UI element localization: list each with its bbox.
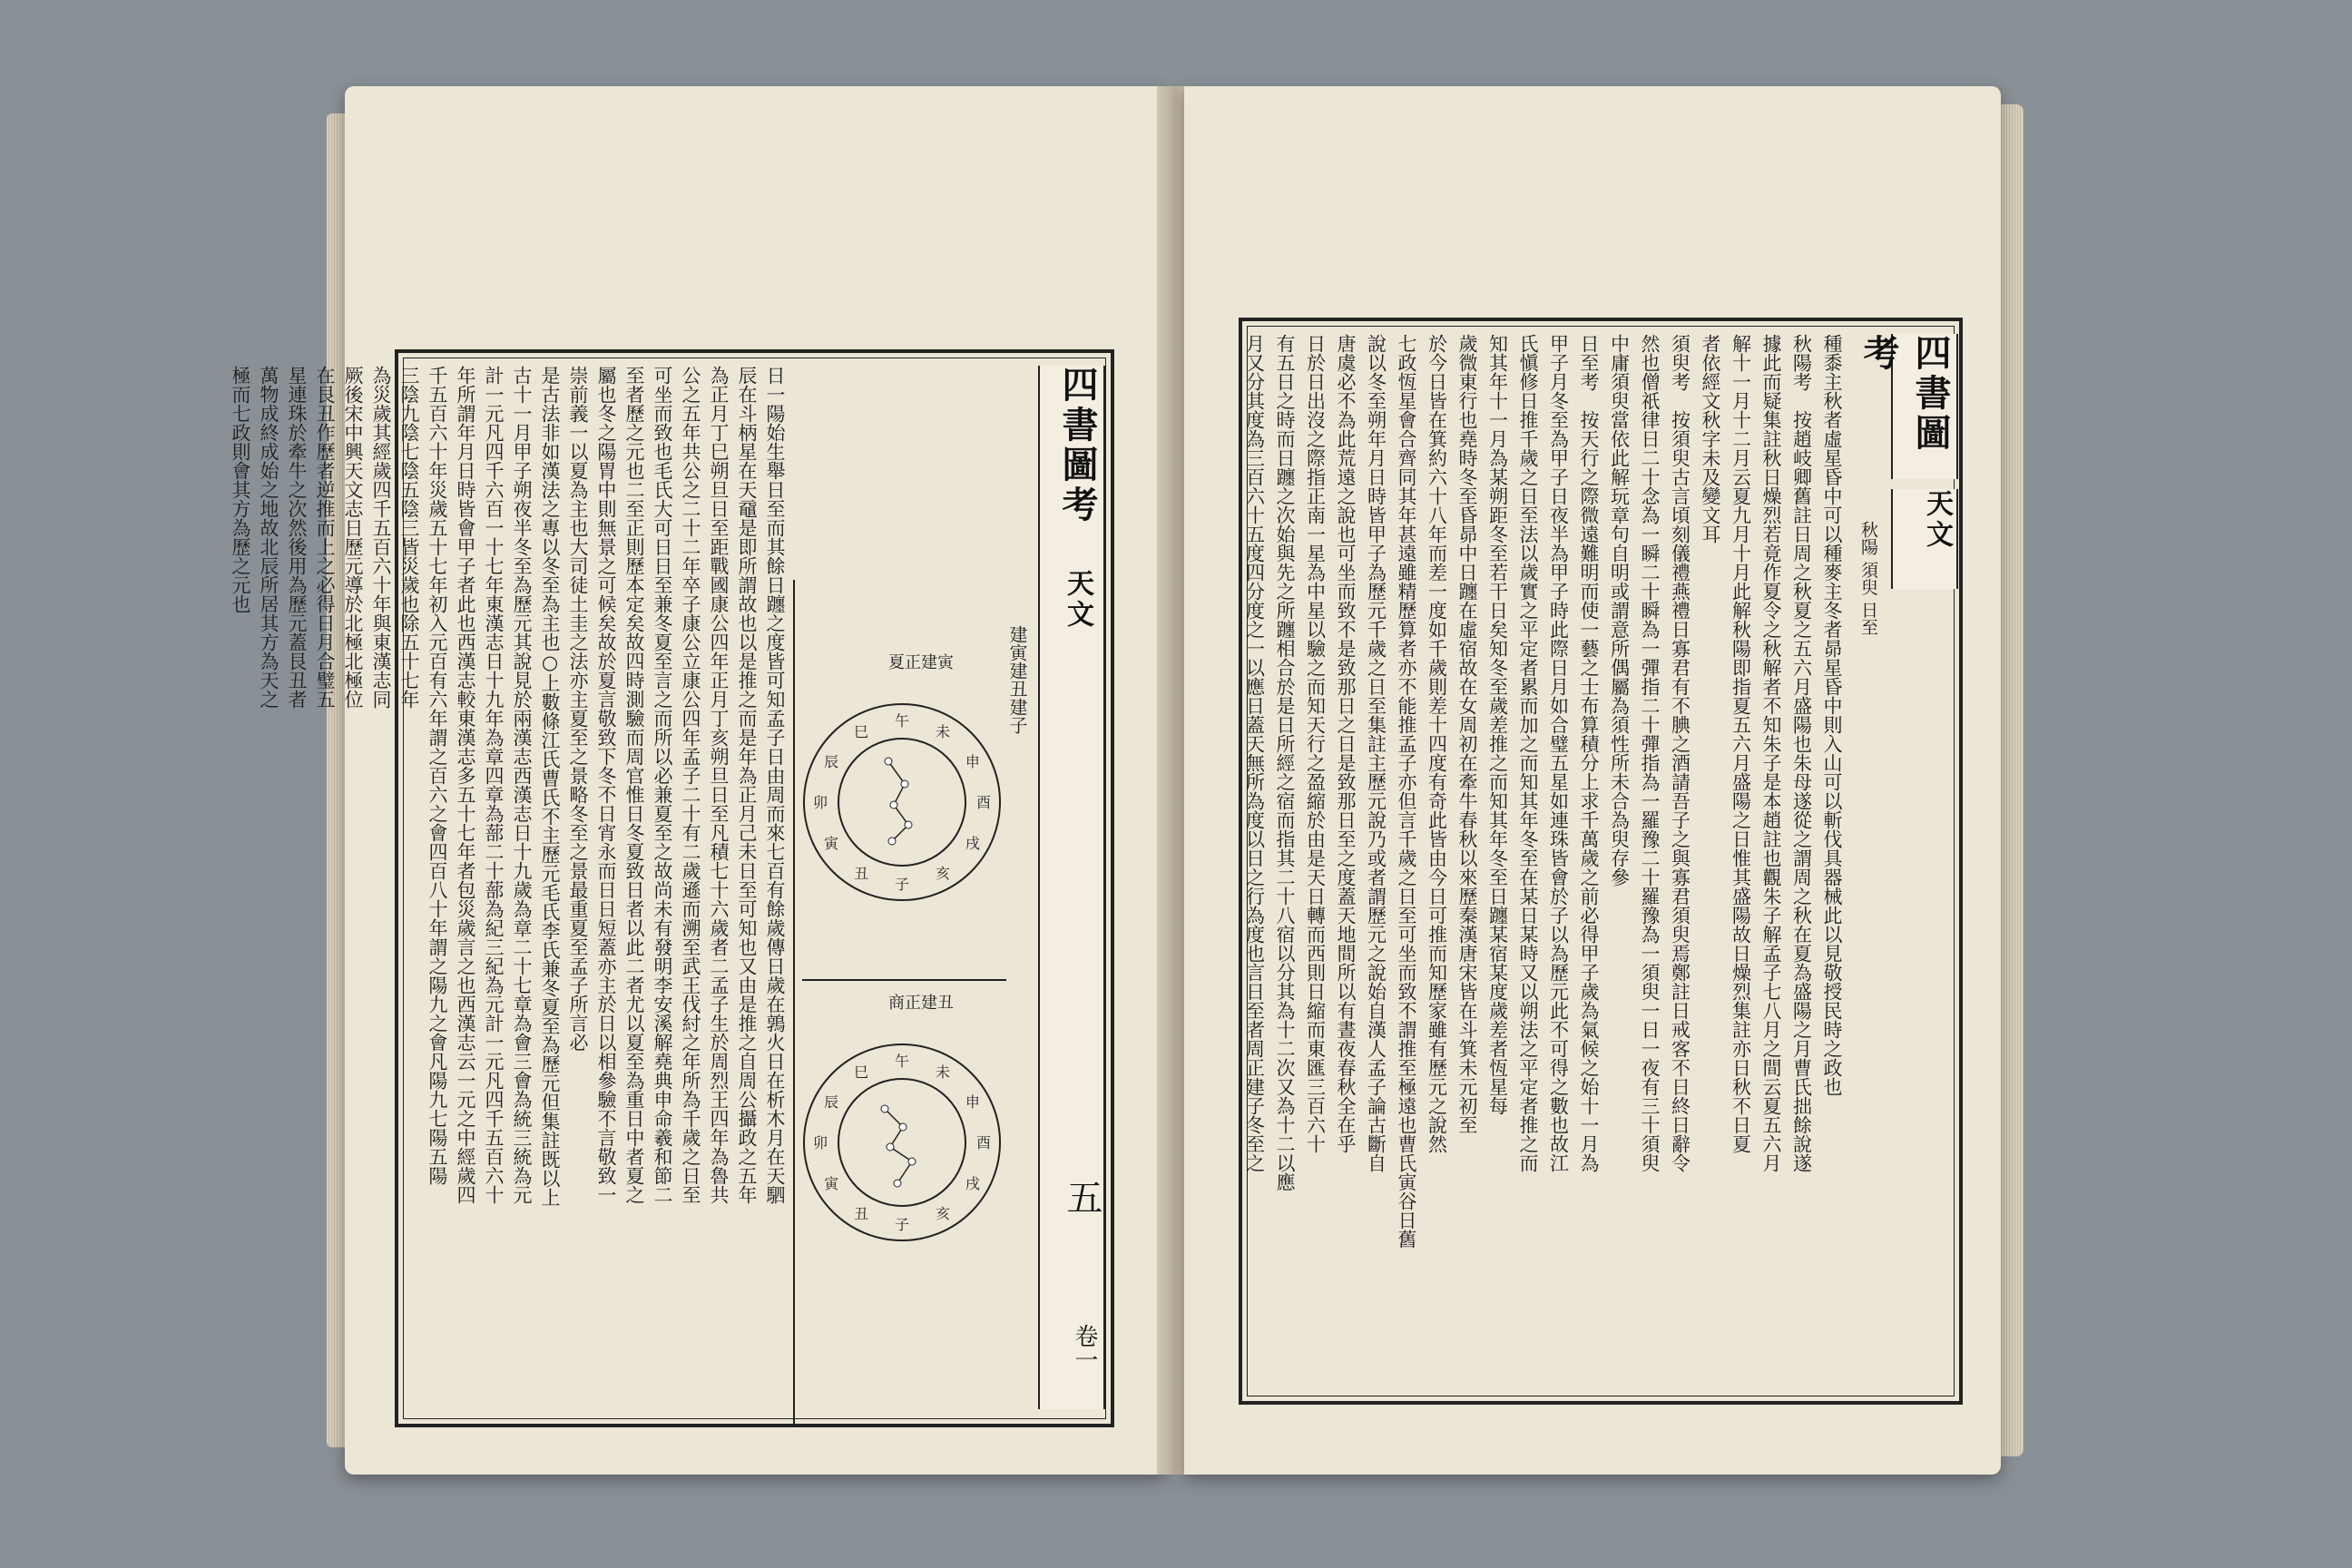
left-text-column: 在艮丑作歷者逆推而上之必得日月合璧五 (314, 366, 336, 709)
zodiac-branch-label: 申 (965, 753, 980, 770)
zodiac-branch-label: 申 (965, 1093, 980, 1111)
right-text-column: 日至考 按天行之際微遠難明而使一藝之士布算積分上求千萬歲之前必得甲子歲為氣候之始十一月為 (1578, 334, 1600, 1172)
open-book (230, 86, 2001, 1475)
right-text-column: 解十一月十二月云夏九月十月此解秋陽即指夏五六月盛陽之日惟其盛陽故日燥烈集註亦日秋不日夏 (1730, 334, 1752, 1153)
left-text-column: 厥後宋中興天文志日歷元導於北極北極位 (342, 366, 364, 709)
diagram-divider (802, 979, 1006, 981)
right-text-column: 種黍主秋者虛星昏中可以種麥主冬者昴星昏中則入山可以斬伐具器械此以見敬授民時之政也 (1821, 334, 1843, 1096)
zodiac-branch-label: 午 (894, 1053, 910, 1070)
left-page-number: 五 (1061, 1179, 1102, 1215)
right-text-column: 者依經文秋字未及變文耳 (1700, 334, 1721, 544)
right-header-subject: 秋陽 須臾 日至 (1858, 521, 1878, 636)
zodiac-branch-label: 戌 (965, 835, 980, 852)
right-text-column: 有五日之時而日躔之次始與先之所躔相合於是日所經之宿而指其二十八宿以分其為十二次又為十二以應 (1274, 334, 1296, 1191)
zodiac-branch-label: 卯 (812, 1134, 828, 1152)
zodiac-branch-label: 寅 (824, 1175, 839, 1192)
right-text-column: 須臾考 按須臾古言頃刻儀禮燕禮日寡君有不腆之酒請吾子之與寡君須臾焉鄭註日戒客不日終日辭令 (1669, 334, 1691, 1172)
diagram-bottom (798, 993, 1006, 1292)
zodiac-branch-label: 未 (935, 1063, 951, 1082)
left-text-column: 崇前義一以夏為主也大司徒土圭之法亦主夏至之景略冬至之景最重夏至孟子所言必 (567, 366, 589, 1052)
right-text-column: 據此而疑集註秋日燥烈若竟作夏令之秋解者不知朱子是本趙註也觀朱子解孟子七八月之間云夏五六月 (1760, 334, 1782, 1172)
left-text-column: 公之五年共公之二十二年卒子康公立康公四年孟子二十有二歲遜而溯至武王伐紂之年所為千歲之日至 (680, 366, 701, 1204)
left-text-column: 可坐而致也毛氏大可日日至兼冬夏至言之而所以必兼夏至之故尚未有發明李安溪解堯典申命羲和節二 (652, 366, 673, 1204)
left-text-column: 星連珠於牽牛之次然後用為歷元蓋艮丑者 (286, 366, 308, 709)
right-text-column: 氏愼修日推千歲之日至法以歲實之平定者累而加之而知其年冬至在某日某時又以朔法之平定者推之而 (1517, 334, 1539, 1172)
zodiac-branch-label: 寅 (824, 835, 839, 852)
left-text-frame (230, 349, 1114, 1427)
zodiac-branch-label: 辰 (824, 753, 839, 770)
right-text-column: 月又分其度為三百六十五度四分度之一以應日蓋天無所為度以日之行為度也言日至者周正建子冬至之 (1243, 334, 1266, 1172)
zodiac-branch-label: 午 (894, 712, 910, 730)
left-text-column: 千五百六十年災歲五十七年初入元百有六年謂之百六之會四百八十年謂之陽九之會凡陽九七陽五陽 (426, 366, 448, 1185)
zodiac-branch-label: 戌 (965, 1175, 980, 1192)
left-text-column: 古十一月甲子朔夜半冬至為歷元其說見於兩漢志西漢志日十九歲為章二十七章為會三會為統三統為元 (511, 366, 533, 1204)
left-text-column: 辰在斗柄星在天黿是即所謂故也以是推之而是年為正月己未日至可知也又由是推之自周公攝政之五年 (736, 366, 758, 1204)
zodiac-branch-label: 丑 (853, 864, 869, 882)
zodiac-branch-label: 子 (894, 876, 910, 893)
star-circle-diagram-top (798, 698, 1006, 906)
left-text-column: 萬物成終成始之地故北辰所居其方為天之 (258, 366, 279, 709)
left-text-column: 年所謂年月日時皆會甲子者此也西漢志較東漢志多五十七年者包災歲言之也西漢志云一元之中經歲四 (455, 366, 476, 1204)
left-banner-title: 四書圖考 天文 (1038, 366, 1105, 1409)
right-text-column: 然也僧祇律日二十念為一瞬二十瞬為一彈指二十彈指為一羅豫二十羅豫為一須臾一日一夜有三十須臾 (1639, 334, 1661, 1172)
left-section-label: 天文 (1062, 568, 1093, 631)
left-text-column: 是古法非如漢法之專以冬至為主也○上數條江氏曹氏不主歷元毛氏李氏兼冬夏至為歷元但集註既以上 (539, 366, 561, 1207)
right-text-frame (1239, 318, 1963, 1405)
right-text-column: 知其年十一月為某朔距冬至若干日矣知冬至歲差推之而知其年冬至日躔某宿某度歲差者恆星每 (1486, 334, 1509, 1115)
right-page (1184, 86, 2001, 1475)
diagram-bottom-caption: 商正建丑 (888, 994, 954, 1013)
left-text-column: 屬也冬之陽胃中則無景之可候矣故於夏言敬致下冬不日宵永而日日短蓋亦主於日以相參驗不言敬致一 (595, 366, 617, 1204)
right-text-column: 日於日出沒之際指正南一星為中星以驗之而知天行之盈縮於由是天日轉而西則日縮而東匯三百六十 (1304, 334, 1327, 1153)
left-page (230, 86, 1166, 1475)
right-banner-title: 四書圖考 (1891, 334, 1958, 479)
right-text-column: 中庸須臾當依此解玩章句自明或謂意所偶屬為須性所未合為臾存參 (1608, 334, 1631, 887)
left-text-column: 計一元凡四千六百一十七年東漢志日十九年為章四章為蔀二十蔀為紀三紀為元計一元凡四千五百六十 (483, 366, 505, 1204)
zodiac-branch-label: 未 (935, 723, 951, 741)
zodiac-branch-label: 辰 (824, 1093, 839, 1111)
diagram-box-border (793, 580, 795, 1424)
zodiac-branch-label: 巳 (853, 723, 869, 741)
right-text-column: 說以冬至朔年月日時皆甲子為歷元千歲之日至集註主歷元說乃或者謂歷元之說始自漢人孟子論古斷自 (1365, 334, 1387, 1172)
zodiac-branch-label: 亥 (935, 864, 951, 882)
left-text-column: 為正月丁巳朔旦日至距戰國康公四年正月丁亥朔旦日至凡積七十六歲者二孟子生於周烈王四年為魯共 (708, 366, 730, 1204)
left-text-column: 至者歷之元也二至正則歷本定矣故四時測驗而周官惟日冬夏致日者以此二者尤以夏至為重日中者夏之 (623, 366, 645, 1204)
left-text-column: 極而七政則會其方為歷之元也 (230, 366, 251, 613)
right-text-column: 唐虞必不為此荒遠之說也可坐而致不是致那日之日是致那日至之度蓋天地間所以有晝夜春秋全在乎 (1335, 334, 1357, 1153)
zodiac-branch-label: 卯 (812, 794, 828, 811)
right-text-column: 於今日皆在箕約六十八年而差一度如千歲則差十四度有奇此皆由今日可推而知歷家雖有歷元之說然 (1426, 334, 1448, 1153)
zodiac-branch-label: 丑 (853, 1204, 869, 1222)
zodiac-branch-label: 巳 (853, 1063, 869, 1082)
zodiac-branch-label: 酉 (975, 1134, 992, 1152)
diagram-top-caption: 夏正建寅 (888, 653, 954, 672)
right-text-column: 歲微東行也堯時冬至昏昴中日躔在虛宿故在女周初在牽牛春秋以來歷秦漢唐宋皆在斗箕未元初至 (1456, 334, 1478, 1134)
zodiac-branch-label: 亥 (935, 1204, 951, 1222)
left-text-column: 三陰九陰七陰五陰三皆災歲也除五十七年 (398, 366, 420, 709)
left-text-column: 為災歲其經歲四千五百六十年與東漢志同 (370, 366, 392, 709)
star-circle-diagram-bottom (798, 1038, 1006, 1247)
left-volume-label: 卷一 (1071, 1324, 1098, 1371)
right-text-column: 秋陽考 按趙岐卿舊註日周之秋夏之五六月盛陽也朱母遂從之謂周之秋在夏為盛陽之月曹氏拙餘說遂 (1790, 334, 1813, 1172)
right-text-column: 七政恆星會合齊同其年甚遠雖精歷算者亦不能推孟子亦但言千歲之日至可坐而致不謂推至極遠也曹氏寅谷日舊 (1396, 334, 1417, 1249)
right-section-label: 天文 (1891, 489, 1958, 589)
right-text-column: 甲子月冬至為甲子日夜半為甲子時此際日月如合璧五星如連珠皆會於子以為歷元此不可得之數也故江 (1547, 334, 1570, 1172)
diagram-top (798, 652, 1006, 952)
left-text-column: 日一陽始生舉日至而其餘日躔之度皆可知孟子日由周而來七百有餘歲傳日歲在鶉火日在析木月在天駟 (764, 366, 786, 1204)
zodiac-branch-label: 酉 (975, 794, 992, 811)
zodiac-branch-label: 子 (894, 1216, 910, 1233)
left-diagram-caption: 建寅建丑建子 (1006, 625, 1028, 734)
